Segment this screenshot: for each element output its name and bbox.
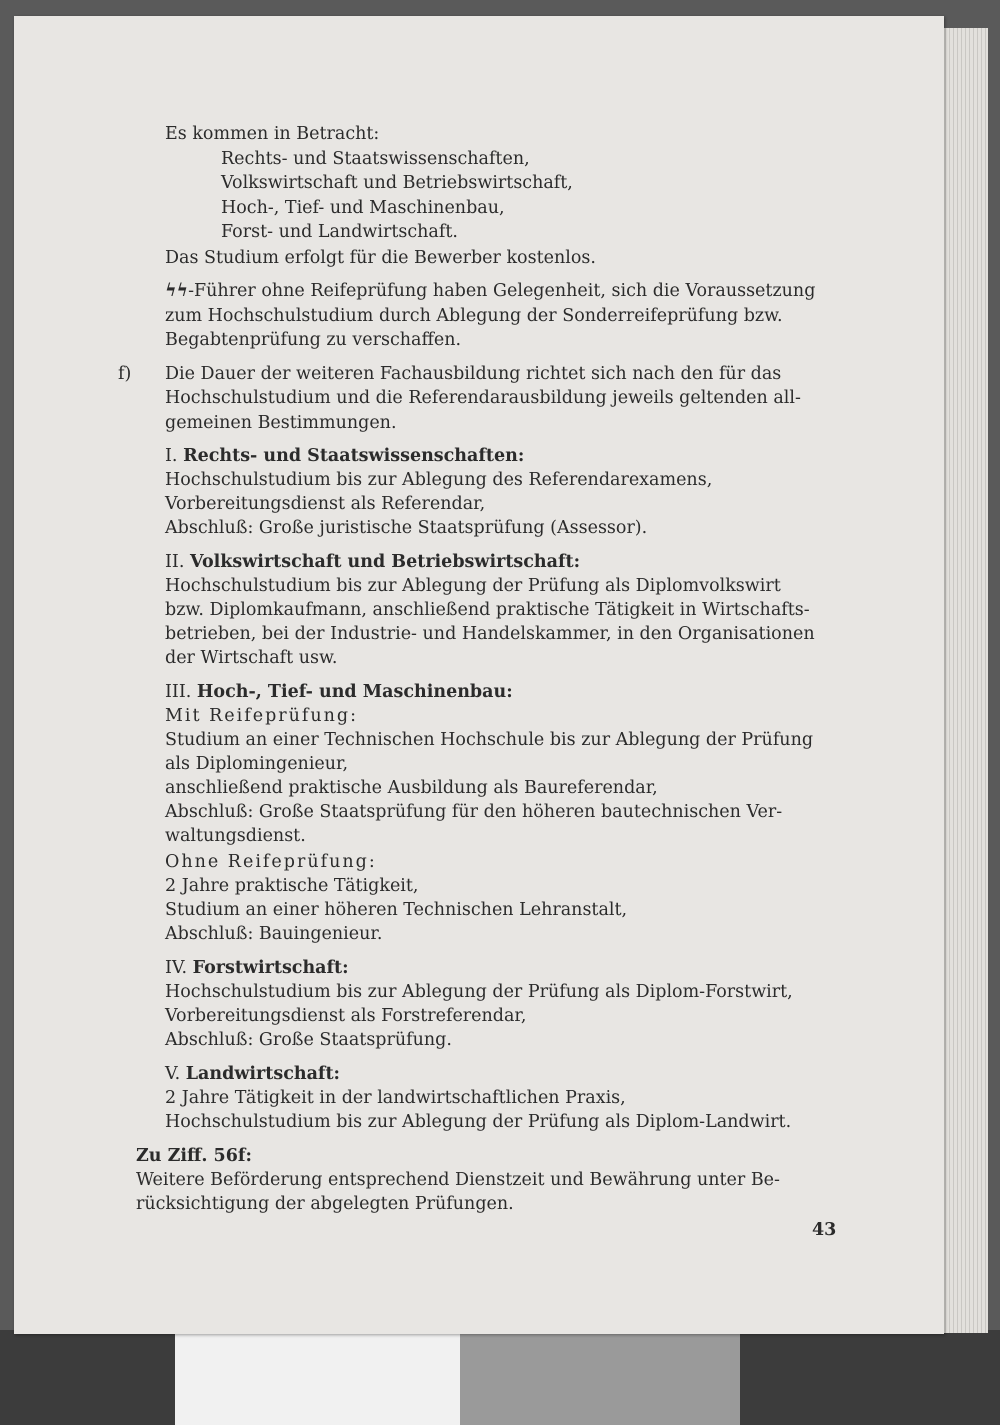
f-para-line: Die Dauer der weiteren Fachausbildung richtet sich nach den für das — [165, 364, 782, 384]
ss-para-line: zum Hochschulstudium durch Ablegung der Sonderreifeprüfung bzw. — [165, 306, 783, 326]
scan-grey-card — [460, 1330, 740, 1425]
section-line: 2 Jahre Tätigkeit in der landwirtschaftlichen Praxis, — [165, 1088, 626, 1108]
ss-para-line — [165, 279, 815, 304]
section-line: Studium an einer höheren Technischen Lehranstalt, — [165, 900, 628, 920]
section-heading-2 — [165, 550, 580, 575]
intro-line: Es kommen in Betracht: — [165, 124, 380, 144]
section-line: Abschluß: Große Staatsprüfung für den höheren bautechnischen Ver- — [165, 802, 783, 822]
section-line: Hochschulstudium bis zur Ablegung der Prüfung als Diplomvolkswirt — [165, 576, 781, 596]
section-line: Vorbereitungsdienst als Referendar, — [165, 494, 486, 514]
section-line: Studium an einer Technischen Hochschule bis zur Ablegung der Prüfung — [165, 730, 814, 750]
section-heading-4 — [165, 956, 349, 981]
field-item: Forst- und Landwirtschaft. — [221, 222, 458, 242]
f-para-line: gemeinen Bestimmungen. — [165, 413, 397, 433]
section-line: Hochschulstudium bis zur Ablegung der Prüfung als Diplom-Landwirt. — [165, 1112, 792, 1132]
section-line: Abschluß: Bauingenieur. — [165, 924, 383, 944]
section-number: III. — [165, 682, 192, 702]
section-number: V. — [165, 1064, 181, 1084]
scan-white-card — [175, 1330, 460, 1425]
field-item: Rechts- und Staatswissenschaften, — [221, 149, 530, 169]
section-heading-5 — [165, 1062, 340, 1087]
section-line: betrieben, bei der Industrie- und Handelskammer, in den Organisationen — [165, 624, 815, 644]
ss-para-line: Begabtenprüfung zu verschaffen. — [165, 330, 462, 350]
section-line: Hochschulstudium bis zur Ablegung des Referendarexamens, — [165, 470, 713, 490]
zu-ziff-heading: Zu Ziff. 56f: — [136, 1146, 252, 1166]
section-title: Landwirtschaft: — [185, 1064, 340, 1084]
section-line: Hochschulstudium bis zur Ablegung der Prüfung als Diplom-Forstwirt, — [165, 982, 793, 1002]
f-marker: f) — [118, 364, 132, 384]
zu-ziff-line: Weitere Beförderung entsprechend Dienstzeit und Bewährung unter Be- — [136, 1170, 780, 1190]
zu-ziff-line: rücksichtigung der abgelegten Prüfungen. — [136, 1194, 514, 1214]
section-line: waltungsdienst. — [165, 826, 306, 846]
ss-rune-glyph: ϟϟ — [165, 281, 189, 301]
section-heading-1 — [165, 444, 524, 469]
book-page — [14, 16, 944, 1334]
section-title: Hoch-, Tief- und Maschinenbau: — [196, 682, 513, 702]
cost-note: Das Studium erfolgt für die Bewerber kostenlos. — [165, 248, 596, 268]
section-title: Rechts- und Staatswissenschaften: — [183, 446, 525, 466]
section-line: Abschluß: Große juristische Staatsprüfung (Assessor). — [165, 518, 648, 538]
section-number: II. — [165, 552, 185, 572]
section-line: anschließend praktische Ausbildung als Baureferendar, — [165, 778, 658, 798]
section-number: IV. — [165, 958, 188, 978]
section-line: Abschluß: Große Staatsprüfung. — [165, 1030, 452, 1050]
section-line: 2 Jahre praktische Tätigkeit, — [165, 876, 419, 896]
section-line: bzw. Diplomkaufmann, anschließend praktische Tätigkeit in Wirtschafts- — [165, 600, 810, 620]
page-content — [14, 16, 944, 1334]
f-para-line: Hochschulstudium und die Referendarausbildung jeweils geltenden all- — [165, 388, 801, 408]
field-item: Volkswirtschaft und Betriebswirtschaft, — [221, 173, 573, 193]
section-line: Vorbereitungsdienst als Forstreferendar, — [165, 1006, 527, 1026]
without-matura-label: Ohne Reifeprüfung: — [165, 852, 377, 872]
section-number: I. — [165, 446, 178, 466]
field-item: Hoch-, Tief- und Maschinenbau, — [221, 198, 505, 218]
ss-para-text: -Führer ohne Reifeprüfung haben Gelegenheit, sich die Voraussetzung — [188, 281, 816, 301]
page-number: 43 — [812, 1220, 837, 1240]
with-matura-label: Mit Reifeprüfung: — [165, 706, 359, 726]
section-line: der Wirtschaft usw. — [165, 648, 338, 668]
section-title: Forstwirtschaft: — [192, 958, 349, 978]
section-line: als Diplomingenieur, — [165, 754, 349, 774]
section-heading-3 — [165, 680, 513, 705]
section-title: Volkswirtschaft und Betriebswirtschaft: — [189, 552, 581, 572]
